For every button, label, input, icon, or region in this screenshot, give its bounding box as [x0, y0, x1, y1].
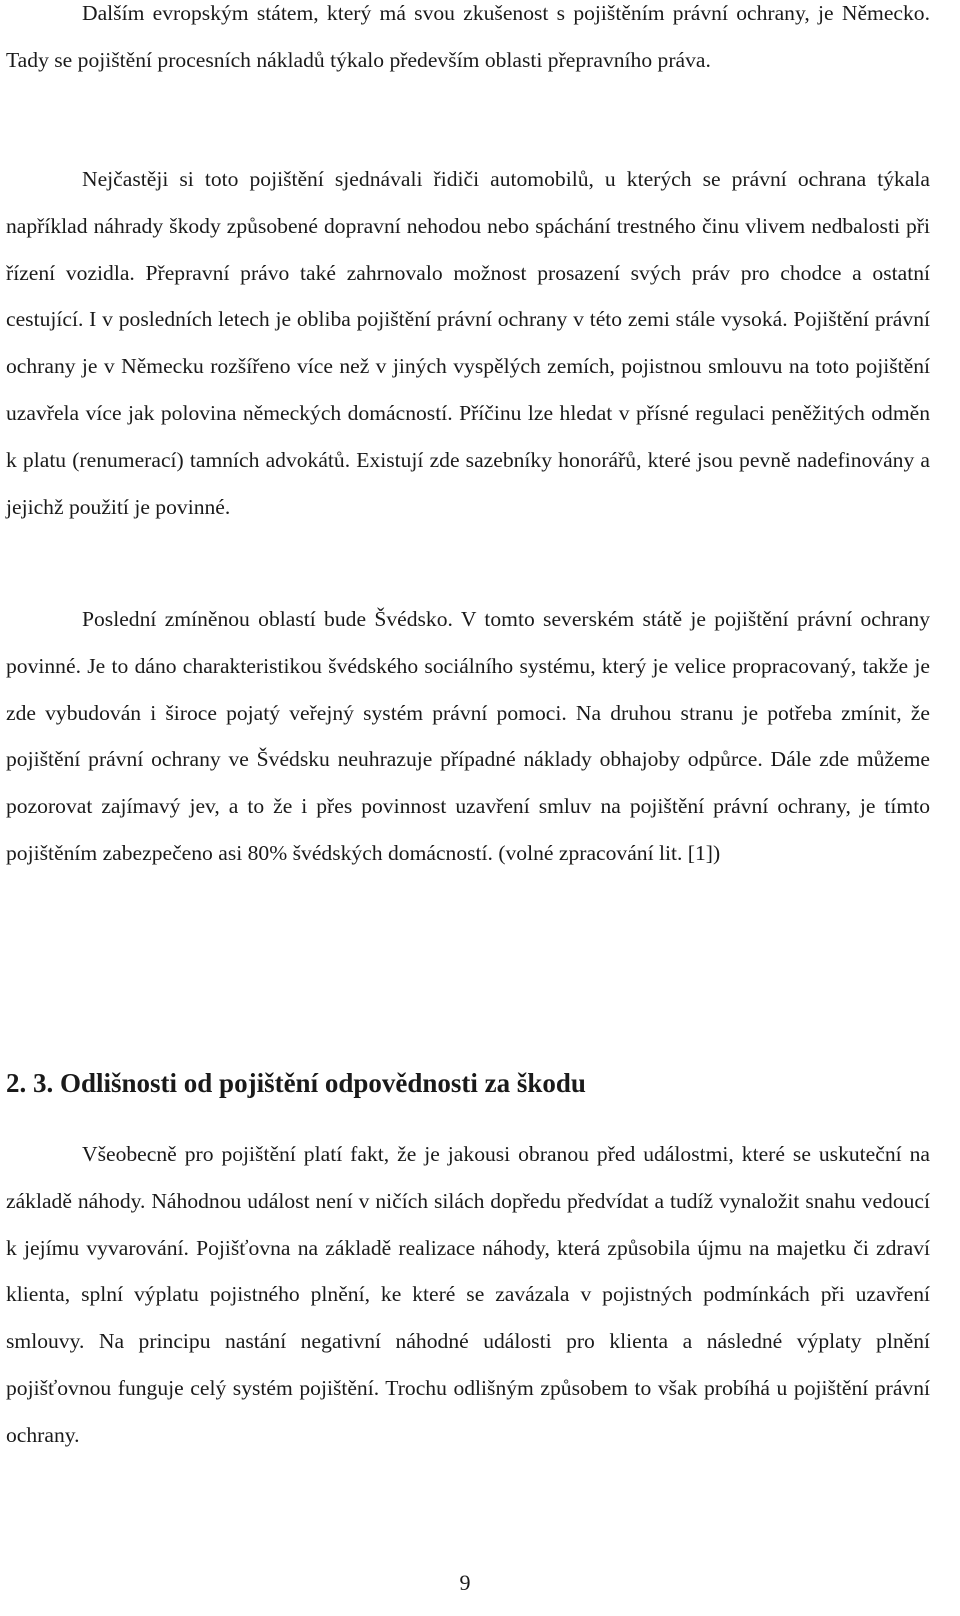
paragraph-liability-difference: Všeobecně pro pojištění platí fakt, že je jakousi obranou před událostmi, které se uskuteční na základě náhody. Náhodnou událost není v ničích silách dopředu předvídat a tudíž vynaložit snahu vedoucí k jejímu vyvarování. Pojišťovna na základě realizace náhody, která způsobila újmu na majetku či zdraví klienta, splní výplatu pojistného plnění, ke které se zavázala v pojistných podmínkách při uzavření smlouvy. Na principu nastání negativní náhodné události pro klienta a následné výplaty plnění pojišťovnou funguje celý systém pojištění. Trochu odlišným způsobem to však probíhá u pojištění právní ochrany. [6, 1142, 930, 1447]
paragraph-sweden: Poslední zmíněnou oblastí bude Švédsko. V tomto severském státě je pojištění právní ochrany povinné. Je to dáno charakteristikou švédského sociálního systému, který je velice propracovaný, takže je zde vybudován i široce pojatý veřejný systém právní pomoci. Na druhou stranu je potřeba zmínit, že pojištění právní ochrany ve Švédsku neuhrazuje případné náklady obhajoby odpůrce. Dále zde můžeme pozorovat zajímavý jev, a to že i přes povinnost uzavření smluv na pojištění právní ochrany, je tímto pojištěním zabezpečeno asi 80% švédských domácností. (volné zpracování lit. [1]) [6, 607, 930, 865]
paragraph-germany-intro: Dalším evropským státem, který má svou zkušenost s pojištěním právní ochrany, je Německo. Tady se pojištění procesních nákladů týkalo především oblasti přepravního práva. [6, 1, 930, 72]
page-number: 9 [459, 1570, 471, 1595]
paragraph-germany-details: Nejčastěji si toto pojištění sjednávali řidiči automobilů, u kterých se právní ochrana týkala například náhrady škody způsobené dopravní nehodou nebo spáchání trestného činu vlivem nedbalosti při řízení vozidla. Přepravní právo také zahrnovalo možnost prosazení svých práv pro chodce a ostatní cestující. I v posledních letech je obliba pojištění právní ochrany v této zemi stále vysoká. Pojištění právní ochrany je v Německu rozšířeno více než v jiných vyspělých zemích, pojistnou smlouvu na toto pojištění uzavřela více jak polovina německých domácností. Příčinu lze hledat v přísné regulaci peněžitých odměn k platu (renumerací) tamních advokátů. Existují zde sazebníky honorářů, které jsou pevně nadefinovány a jejichž použití je povinné. [6, 167, 930, 519]
section-heading: 2. 3. Odlišnosti od pojištění odpovědnosti za škodu [6, 1068, 586, 1098]
